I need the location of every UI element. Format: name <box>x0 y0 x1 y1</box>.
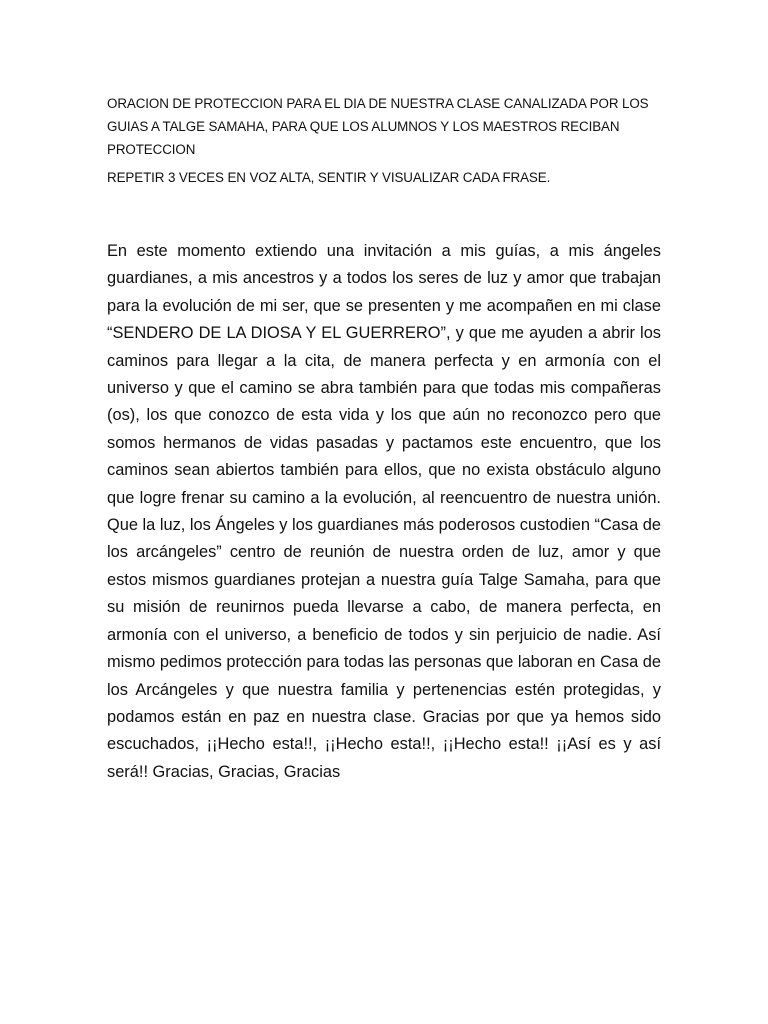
instruction-line: REPETIR 3 VECES EN VOZ ALTA, SENTIR Y VISUALIZAR CADA FRASE. <box>107 170 551 185</box>
document-title: ORACION DE PROTECCION PARA EL DIA DE NUESTRA CLASE CANALIZADA POR LOS GUIAS A TALGE SAMAHA, PARA QUE LOS ALUMNOS Y LOS MAESTROS RECIBAN PROTECCION <box>107 96 649 157</box>
header-block <box>107 92 667 161</box>
prayer-paragraph: En este momento extiendo una invitación a mis guías, a mis ángeles guardianes, a mis ancestros y a todos los seres de luz y amor que trabajan para la evolución de mi ser, que se presenten y me acompañen en mi clase “SENDERO DE LA DIOSA Y EL GUERRERO”, y que me ayuden a abrir los caminos para llegar a la cita, de manera perfecta y en armonía con el universo y que el camino se abra también para que todas mis compañeras (os), los que conozco de esta vida y los que aún no reconozco pero que somos hermanos de vidas pasadas y pactamos este encuentro, que los caminos sean abiertos también para ellos, que no exista obstáculo alguno que logre frenar su camino a la evolución, al reencuentro de nuestra unión. Que la luz, los Ángeles y los guardianes más poderosos custodien “Casa de los arcángeles” centro de reunión de nuestra orden de luz, amor y que estos mismos guardianes protejan a nuestra guía Talge Samaha, para que su misión de reunirnos pueda llevarse a cabo, de manera perfecta, en armonía con el universo, a beneficio de todos y sin perjuicio de nadie. Así mismo pedimos protección para todas las personas que laboran en Casa de los Arcángeles y que nuestra familia y pertenencias estén protegidas, y podamos están en paz en nuestra clase. Gracias por que ya hemos sido escuchados, ¡¡Hecho esta!!, ¡¡Hecho esta!!, ¡¡Hecho esta!! ¡¡Así es y así será!! Gracias, Gracias, Gracias <box>107 242 661 781</box>
